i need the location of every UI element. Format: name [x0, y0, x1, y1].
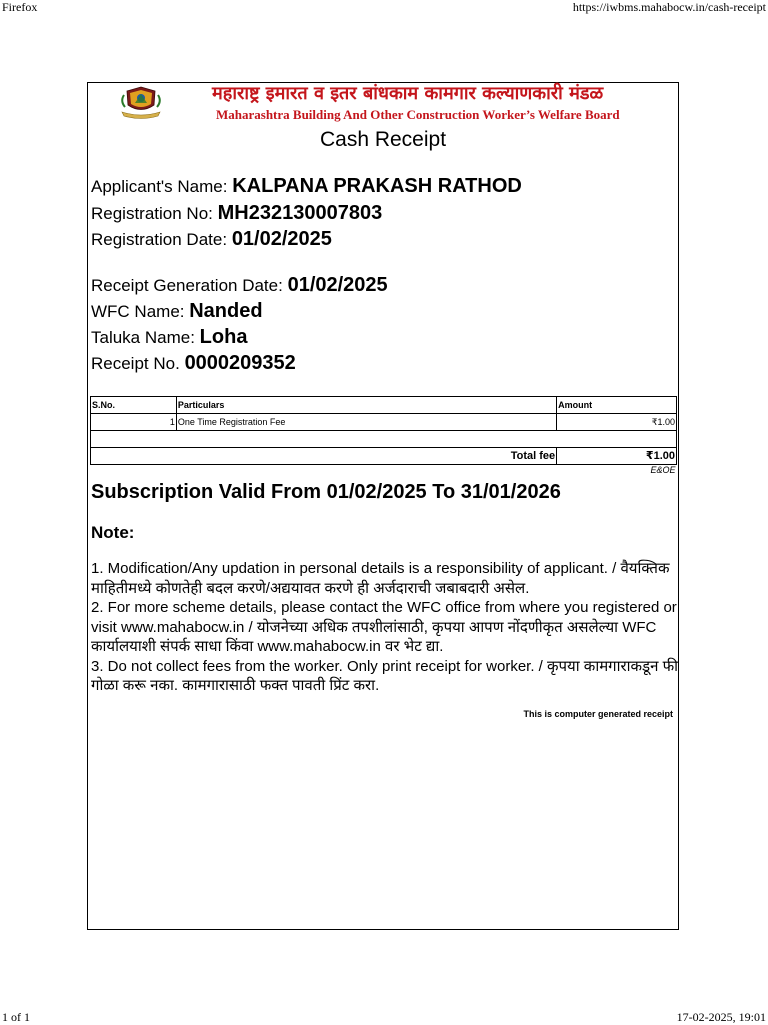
wfc-name-value: Nanded	[189, 300, 263, 322]
note-item: 1. Modification/Any updation in personal details is a responsibility of applicant. / वैयक्तिक माहितीमध्ये कोणतेही बदल करणे/अद्ययावत करणे ही अर्जदाराची जबाबदारी असेल.	[91, 560, 670, 597]
receipt-no-label: Receipt No.	[91, 354, 180, 373]
wfc-name-row	[91, 300, 263, 323]
receipt-generation-date-value: 01/02/2025	[287, 274, 388, 296]
total-row	[91, 448, 677, 465]
cash-receipt	[87, 82, 679, 930]
blank-row	[91, 431, 677, 448]
row-particular: One Time Registration Fee	[176, 414, 556, 431]
note-heading: Note:	[91, 523, 135, 542]
note-item: 3. Do not collect fees from the worker. Only print receipt for worker. / कृपया कामगाराकडून फी गोळा करू नका. कामगारासाठी फक्त पावती प्रिंट करा.	[91, 657, 679, 694]
total-fee-label: Total fee	[91, 448, 557, 465]
registration-date-value: 01/02/2025	[231, 228, 332, 250]
col-header-sno: S.No.	[91, 397, 177, 414]
subscription-validity: Subscription Valid From 01/02/2025 To 31/01/2026	[91, 481, 561, 503]
registration-no-value: MH232130007803	[217, 202, 383, 224]
fee-table-header	[91, 397, 677, 414]
registration-date-label: Registration Date:	[91, 230, 228, 249]
eoe-row	[91, 465, 677, 476]
print-footer-page-count: 1 of 1	[2, 1010, 30, 1024]
table-row	[91, 414, 677, 431]
applicant-name-value: KALPANA PRAKASH RATHOD	[232, 175, 522, 197]
notes-list	[91, 559, 679, 696]
col-header-particulars: Particulars	[176, 397, 556, 414]
receipt-no-row	[91, 352, 296, 375]
org-name-english: Maharashtra Building And Other Construction Worker’s Welfare Board	[216, 107, 620, 122]
computer-generated-note: This is computer generated receipt	[523, 709, 673, 719]
receipt-generation-date-label: Receipt Generation Date:	[91, 276, 283, 295]
row-amount: ₹1.00	[557, 414, 677, 431]
wfc-name-label: WFC Name:	[91, 302, 185, 321]
receipt-title: Cash Receipt	[319, 128, 447, 151]
print-footer-datetime: 17-02-2025, 19:01	[676, 1010, 766, 1024]
col-header-amount: Amount	[557, 397, 677, 414]
registration-date-row	[91, 228, 332, 251]
applicant-name-label: Applicant's Name:	[91, 177, 228, 196]
taluka-name-row	[91, 326, 247, 349]
taluka-name-label: Taluka Name:	[91, 328, 195, 347]
board-emblem-icon	[118, 85, 164, 121]
row-sno: 1	[91, 414, 177, 431]
applicant-name-row	[91, 175, 522, 198]
org-name-marathi: महाराष्ट्र इमारत व इतर बांधकाम कामगार कल्याणकारी मंडळ	[212, 83, 604, 104]
eoe-text: E&OE	[650, 465, 676, 475]
receipt-no-value: 0000209352	[184, 352, 296, 374]
registration-no-row	[91, 202, 382, 225]
taluka-name-value: Loha	[199, 326, 248, 348]
print-header-app-name: Firefox	[2, 0, 38, 14]
print-header-url: https://iwbms.mahabocw.in/cash-receipt	[572, 0, 766, 14]
total-fee-value: ₹1.00	[557, 448, 677, 465]
registration-no-label: Registration No:	[91, 204, 213, 223]
fee-table	[90, 396, 677, 475]
receipt-generation-date-row	[91, 274, 388, 297]
note-item: 2. For more scheme details, please contact the WFC office from where you registered or visit www.mahabocw.in / योजनेच्या अधिक तपशीलांसाठी, कृपया आपण नोंदणीकृत असलेल्या WFC कार्यालयाशी संपर्क साधा किंवा www.mahabocw.in वर भेट द्या.	[91, 599, 677, 655]
